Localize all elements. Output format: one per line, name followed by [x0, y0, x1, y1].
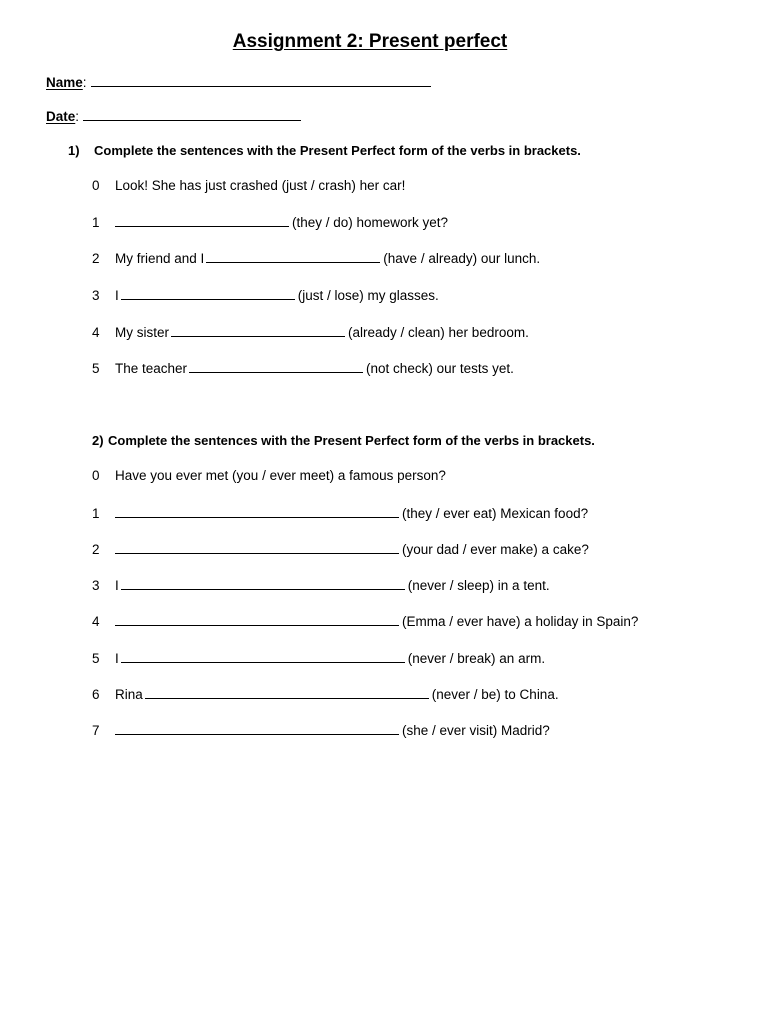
item-number: 3: [92, 578, 100, 593]
answer-blank[interactable]: [115, 213, 289, 227]
item-text-before: I: [115, 651, 119, 666]
item-text: Look! She has just crashed (just / crash) her car!: [115, 178, 406, 193]
section2-item-6: [92, 685, 559, 703]
item-text-after: (just / lose) my glasses.: [297, 288, 439, 303]
item-text-after: (your dad / ever make) a cake?: [402, 542, 589, 557]
item-number: 5: [92, 361, 100, 376]
item-number: 0: [92, 178, 100, 193]
answer-blank[interactable]: [206, 249, 380, 263]
item-number: 3: [92, 288, 100, 303]
section1-number: 1): [68, 143, 80, 158]
section1-item-1: [92, 213, 448, 231]
item-number: 4: [92, 614, 100, 629]
item-text-after: (she / ever visit) Madrid?: [402, 723, 550, 738]
section2-number: 2): [92, 433, 104, 448]
item-text-after: (never / sleep) in a tent.: [407, 578, 550, 593]
name-blank-line[interactable]: [91, 75, 431, 87]
item-number: 7: [92, 723, 100, 738]
section2-instruction: [92, 433, 595, 448]
item-text-before: I: [115, 288, 119, 303]
section2-instruction-text: Complete the sentences with the Present Perfect form of the verbs in brackets.: [108, 433, 595, 448]
item-text-after: (have / already) our lunch.: [383, 251, 541, 266]
item-text-before: My sister: [115, 325, 169, 340]
item-number: 1: [92, 506, 100, 521]
date-label: Date: [46, 109, 76, 124]
item-number: 0: [92, 468, 100, 483]
date-colon: :: [75, 109, 80, 124]
item-text-before: Rina: [115, 687, 143, 702]
section1-instruction-text: Complete the sentences with the Present Perfect form of the verbs in brackets.: [94, 143, 581, 158]
item-number: 6: [92, 687, 100, 702]
section2-item-3: [92, 576, 550, 594]
item-text-before: My friend and I: [115, 251, 205, 266]
answer-blank[interactable]: [145, 685, 429, 699]
section2-item-7: [92, 721, 550, 739]
item-text-after: (Emma / ever have) a holiday in Spain?: [402, 614, 639, 629]
answer-blank[interactable]: [121, 286, 295, 300]
name-field: [46, 75, 431, 90]
item-text-after: (they / do) homework yet?: [292, 215, 449, 230]
answer-blank[interactable]: [115, 540, 399, 554]
section1-item-4: [92, 323, 529, 341]
item-text-before: The teacher: [115, 361, 188, 376]
item-text-after: (they / ever eat) Mexican food?: [402, 506, 589, 521]
section2-item-5: [92, 649, 545, 667]
answer-blank[interactable]: [171, 323, 345, 337]
date-field: [46, 109, 301, 124]
section2-item-1: [92, 504, 588, 522]
answer-blank[interactable]: [115, 612, 399, 626]
section2-item-4: [92, 612, 638, 630]
section1-item-0: [92, 177, 405, 195]
answer-blank[interactable]: [115, 721, 399, 735]
section1-instruction: [68, 143, 581, 158]
item-text-after: (not check) our tests yet.: [366, 361, 514, 376]
item-text-after: (already / clean) her bedroom.: [348, 325, 529, 340]
item-number: 5: [92, 651, 100, 666]
section1-item-2: [92, 249, 540, 267]
item-number: 2: [92, 542, 100, 557]
answer-blank[interactable]: [121, 649, 405, 663]
item-text-after: (never / break) an arm.: [407, 651, 546, 666]
item-number: 2: [92, 251, 100, 266]
answer-blank[interactable]: [189, 359, 363, 373]
item-text: Have you ever met (you / ever meet) a famous person?: [115, 468, 446, 483]
section2-item-0: [92, 467, 446, 485]
section2-item-2: [92, 540, 589, 558]
item-text-after: (never / be) to China.: [431, 687, 559, 702]
answer-blank[interactable]: [115, 504, 399, 518]
item-number: 1: [92, 215, 100, 230]
section1-item-3: [92, 286, 439, 304]
section1-item-5: [92, 359, 514, 377]
name-colon: :: [82, 75, 87, 90]
item-text-before: I: [115, 578, 119, 593]
page-title: Assignment 2: Present perfect: [232, 31, 508, 52]
name-label: Name: [46, 75, 83, 90]
date-blank-line[interactable]: [83, 109, 301, 121]
item-number: 4: [92, 325, 100, 340]
answer-blank[interactable]: [121, 576, 405, 590]
